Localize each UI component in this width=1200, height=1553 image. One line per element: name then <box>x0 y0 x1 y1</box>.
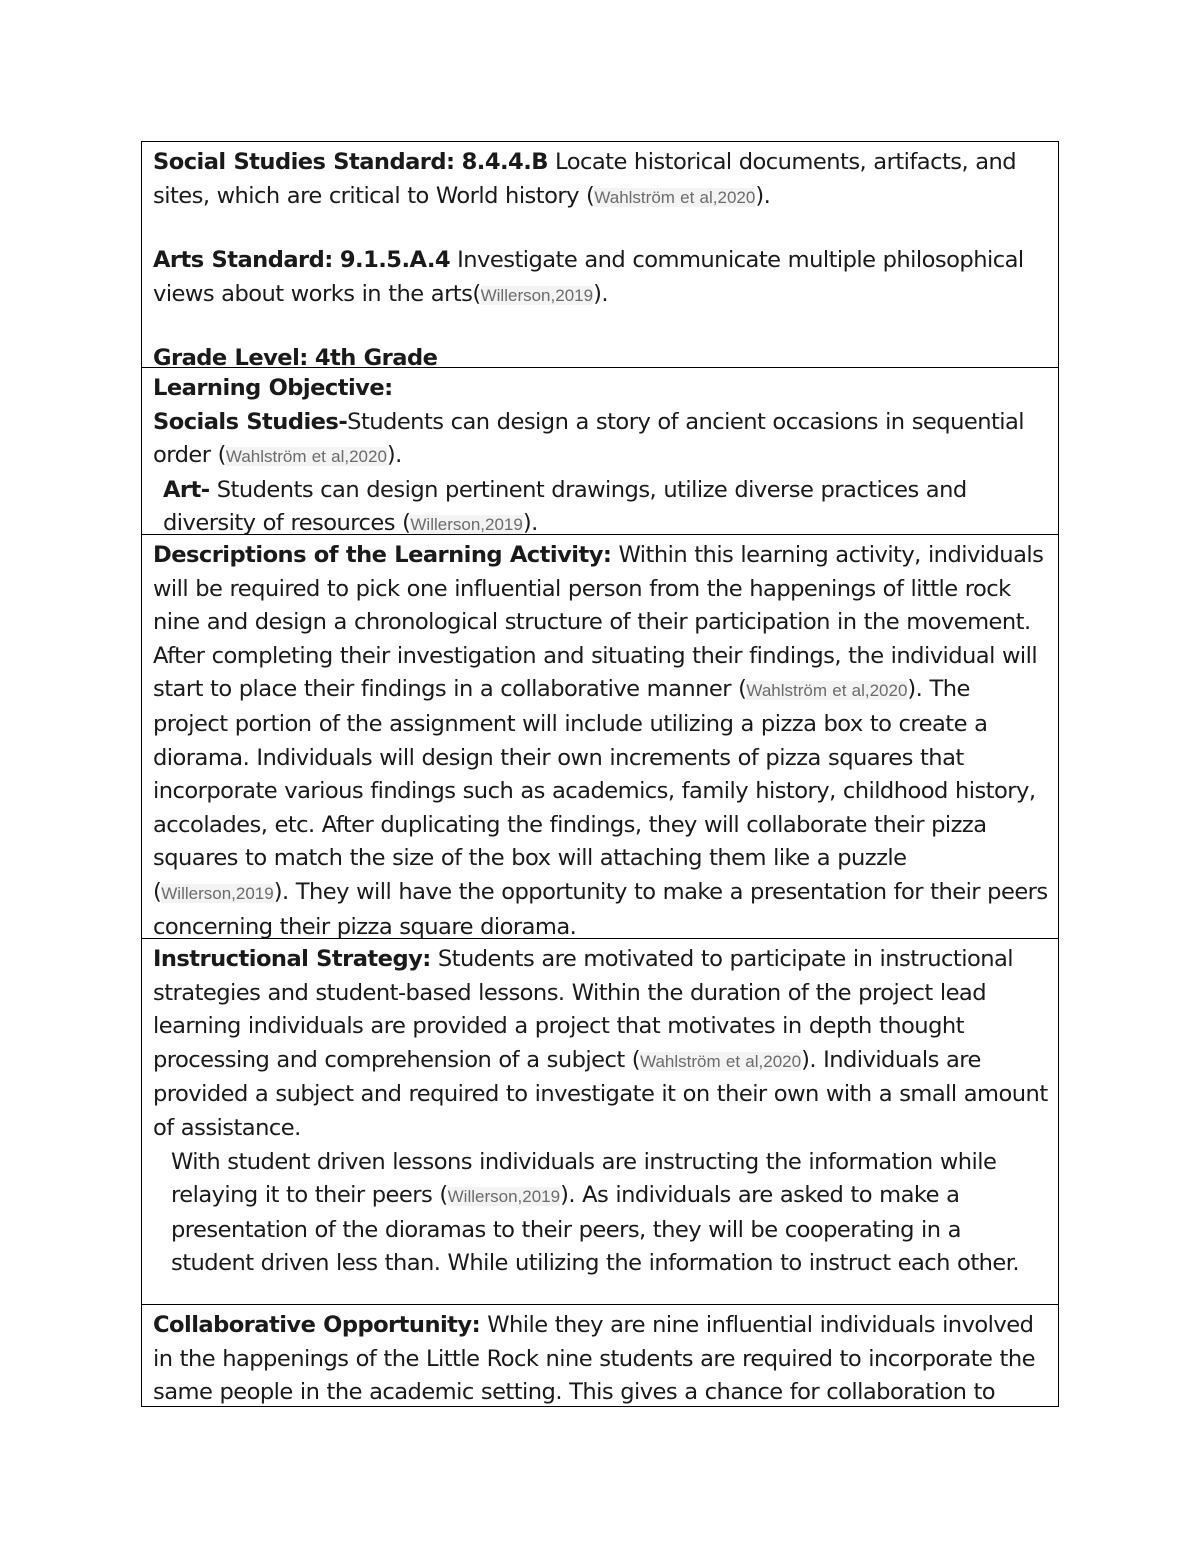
punctuation: ). <box>522 510 538 537</box>
social-studies-objective-text: Students can design a story of ancient occasions in sequential order ( <box>153 408 1025 469</box>
instructional-strategy-text: With student driven lessons individuals are instructing the information while relaying it to their peers ( <box>171 1148 997 1209</box>
learning-activity-description <box>153 539 1048 944</box>
learning-activity-label: Descriptions of the Learning Activity: <box>153 542 612 568</box>
citation: Wahlström et al,2020 <box>640 1051 802 1071</box>
citation: Wahlström et al,2020 <box>225 447 387 467</box>
instructional-strategy-text: Students are motivated to participate in instructional strategies and student-based lessons. Within the duration of the project lead learning individuals are provided a project that motivates in depth thought processing and comprehension of a subject ( <box>153 946 1014 1073</box>
lesson-plan-table <box>141 141 1059 1407</box>
citation: Wahlström et al,2020 <box>594 187 756 207</box>
collaborative-opportunity-paragraph <box>153 1309 1048 1406</box>
arts-standard-label: Arts Standard: <box>153 247 333 274</box>
learning-activity-text: ). The project portion of the assignment will include utilizing a pizza box to create a diorama. Individuals will design their own increments of pizza squares that incorporate various findings such as academics, family history, childhood history, accolades, etc. After duplicating the findings, they will collaborate their pizza squares to match the size of the box will attaching them like a puzzle ( <box>153 676 1036 905</box>
learning-objective-cell <box>142 368 1058 535</box>
collaborative-opportunity-cell <box>142 1305 1058 1406</box>
punctuation: ). <box>593 280 608 307</box>
citation: Wahlström et al,2020 <box>746 681 908 701</box>
collaborative-opportunity-label: Collaborative Opportunity: <box>153 1312 481 1338</box>
punctuation: ). <box>755 182 771 209</box>
citation: Willerson,2019 <box>410 515 523 535</box>
standards-cell <box>142 142 1058 372</box>
social-studies-standard <box>153 146 1048 214</box>
learning-activity-cell <box>142 535 1058 939</box>
instructional-strategy-text: ). Individuals are provided a subject and required to investigate it on their own with a small amount of assistance. <box>153 1046 1048 1141</box>
grade-level-label: Grade Level: <box>153 345 308 372</box>
learning-objective-heading: Learning Objective: <box>153 375 393 401</box>
social-studies-standard-code: 8.4.4.B <box>461 149 548 175</box>
citation: Willerson,2019 <box>480 285 594 305</box>
social-studies-objective <box>153 406 1048 474</box>
social-studies-standard-label: Social Studies Standard: <box>153 149 455 175</box>
learning-activity-text: Within this learning activity, individuals will be required to pick one influential person from the happenings of little rock nine and design a chronological structure of their participation in the movement. After completing their investigation and situating their findings, the individual will start to place their findings in a collaborative manner ( <box>153 542 1044 703</box>
learning-activity-text: ). They will have the opportunity to make a presentation for their peers concerning their pizza square diorama. <box>153 878 1048 940</box>
art-objective-label: Art- <box>163 476 210 503</box>
arts-standard <box>153 244 1048 312</box>
instructional-strategy-paragraph-2 <box>153 1146 1048 1281</box>
spacer <box>153 312 1048 342</box>
instructional-strategy-label: Instructional Strategy: <box>153 946 431 972</box>
art-objective <box>153 474 1048 542</box>
social-studies-objective-label: Socials Studies- <box>153 408 348 435</box>
social-studies-standard-text: Locate historical documents, artifacts, and sites, which are critical to World history ( <box>153 149 1017 209</box>
citation: Willerson,2019 <box>161 883 274 903</box>
collaborative-opportunity-text: While they are nine influential individuals involved in the happenings of the Little Rock nine students are required to incorporate the same people in the academic setting. This gives a chance for collaboration to <box>153 1312 1035 1406</box>
arts-standard-code: 9.1.5.A.4 <box>339 247 451 274</box>
instructional-strategy-text: ). As individuals are asked to make a presentation of the dioramas to their peers, they will be cooperating in a student driven less than. While utilizing the information to instruct each other. <box>171 1182 1020 1277</box>
instructional-strategy-cell <box>142 939 1058 1305</box>
grade-level-value: 4th Grade <box>314 345 438 372</box>
instructional-strategy-paragraph-1 <box>153 943 1048 1146</box>
punctuation: ). <box>386 442 402 469</box>
arts-standard-text: Investigate and communicate multiple philosophical views about works in the arts( <box>153 247 1024 307</box>
art-objective-text: Students can design pertinent drawings, utilize diverse practices and diversity of resources ( <box>163 476 967 537</box>
spacer <box>153 214 1048 244</box>
citation: Willerson,2019 <box>447 1187 561 1207</box>
